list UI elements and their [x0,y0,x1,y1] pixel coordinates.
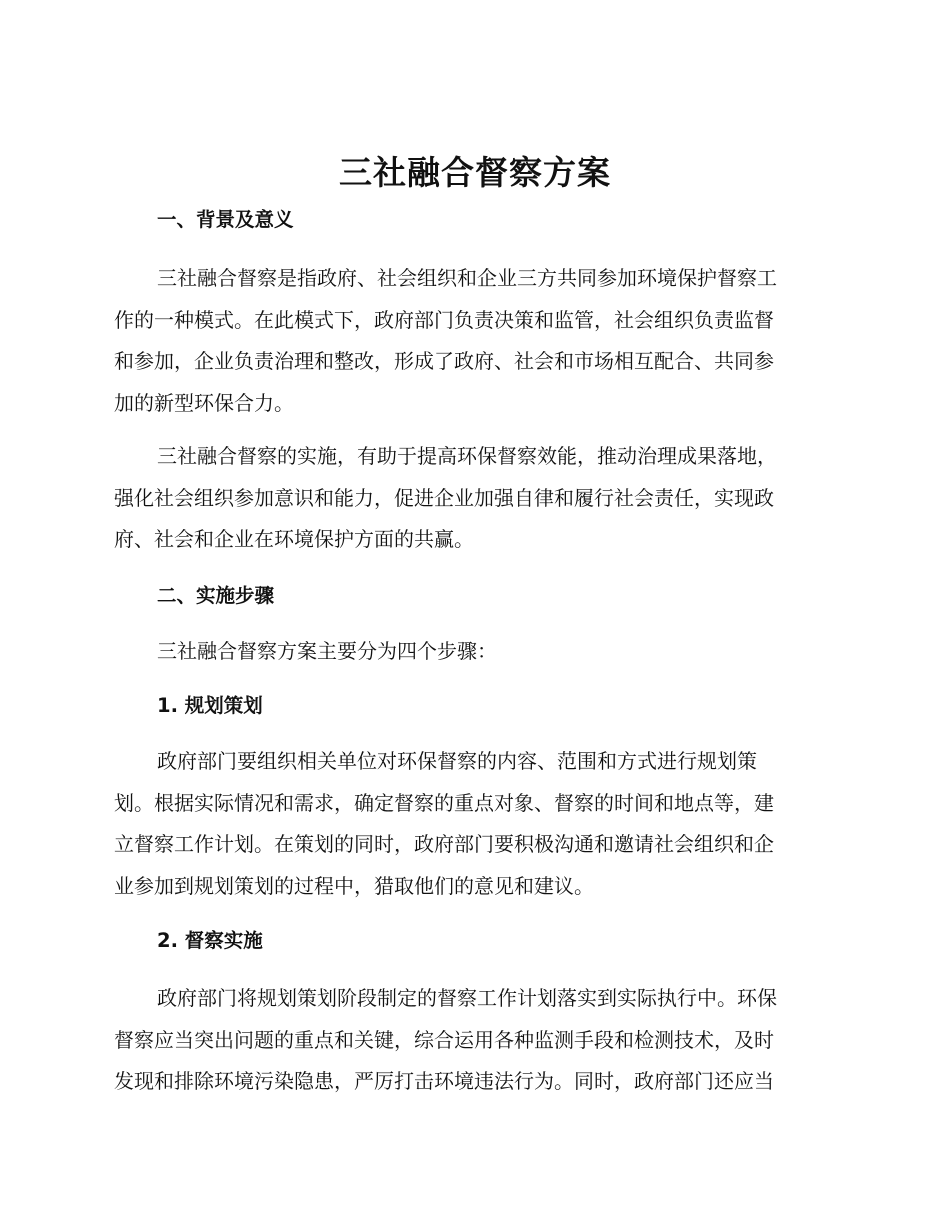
paragraph-line: 发现和排除环境污染隐患，严厉打击环境违法行为。同时，政府部门还应当 [114,1069,774,1093]
paragraph-line: 划。根据实际情况和需求，确定督察的重点对象、督察的时间和地点等，建 [114,790,774,815]
paragraph-line: 三社融合督察的实施，有助于提高环保督察效能，推动治理成果落地， [157,444,777,468]
paragraph-line: 作的一种模式。在此模式下，政府部门负责决策和监管，社会组织负责监督 [114,307,774,332]
paragraph-line: 强化社会组织参加意识和能力，促进企业加强自律和履行社会责任，实现政 [114,485,774,510]
paragraph-background-definition [114,258,832,424]
section-heading-background: 一、背景及意义 [157,208,294,231]
paragraph-line: 府、社会和企业在环境保护方面的共赢。 [114,527,474,551]
paragraph-line: 三社融合督察是指政府、社会组织和企业三方共同参加环境保护督察工 [157,266,777,290]
paragraph-line: 业参加到规划策划的过程中，猎取他们的意见和建议。 [114,873,594,898]
paragraph-steps-intro: 三社融合督察方案主要分为四个步骤： [157,639,497,663]
paragraph-line: 政府部门要组织相关单位对环保督察的内容、范围和方式进行规划策 [157,749,757,773]
paragraph-line: 加的新型环保合力。 [114,390,294,415]
section-heading-implementation: 二、实施步骤 [157,584,275,607]
subheading-step-1: 1. 规划策划 [157,694,263,717]
paragraph-line: 立督察工作计划。在策划的同时，政府部门要积极沟通和邀请社会组织和企 [114,832,774,856]
paragraph-step-1 [114,741,832,907]
document-title: 三社融合督察方案 [339,153,611,192]
paragraph-line: 和参加，企业负责治理和整改，形成了政府、社会和市场相互配合、共同参 [114,349,774,373]
paragraph-line: 政府部门将规划策划阶段制定的督察工作计划落实到实际执行中。环保 [157,986,777,1010]
paragraph-line: 督察应当突出问题的重点和关键，综合运用各种监测手段和检测技术，及时 [114,1027,774,1052]
paragraph-step-2 [114,978,832,1103]
subheading-step-2: 2. 督察实施 [157,929,263,952]
paragraph-background-significance [114,436,832,561]
